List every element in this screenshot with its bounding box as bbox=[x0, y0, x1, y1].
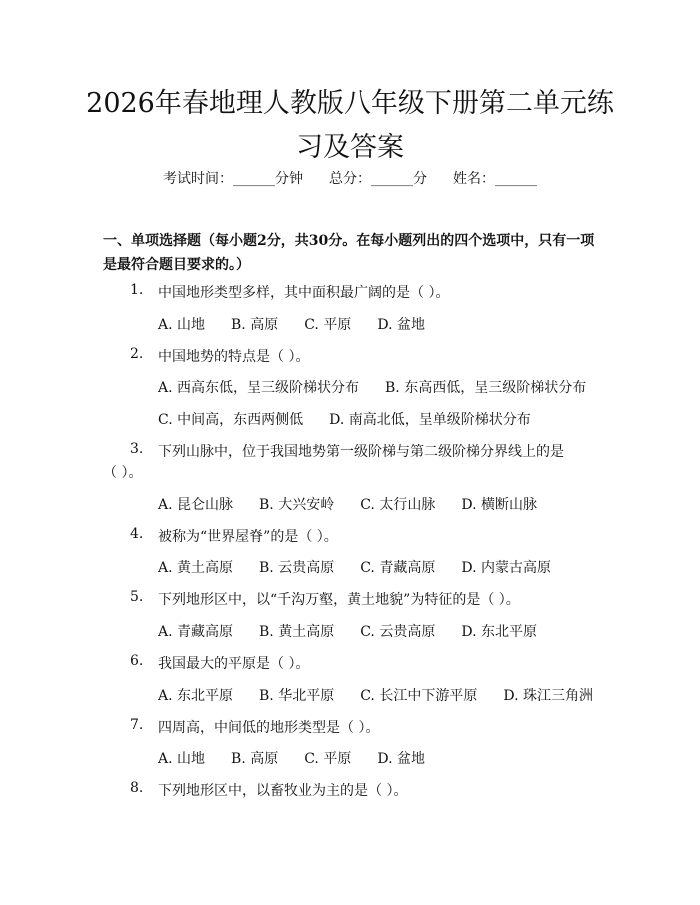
option-a: A. 青藏高原 bbox=[158, 624, 234, 640]
option-c: C. 长江中下游平原 bbox=[360, 688, 478, 704]
section-heading-single-choice: 一、单项选择题（每小题2分，共30分。在每小题列出的四个选项中，只有一项是最符合题目要求的。） bbox=[103, 233, 595, 273]
question-options bbox=[158, 685, 619, 705]
question-text: 我国最大的平原是（ ）。 bbox=[158, 656, 310, 672]
exam-time-field: 考试时间：______分钟 bbox=[163, 171, 303, 187]
question-options bbox=[158, 377, 612, 397]
question-text: 下列山脉中，位于我国地势第一级阶梯与第二级阶梯分界线上的是 bbox=[158, 444, 564, 460]
option-d: D. 盆地 bbox=[377, 751, 425, 767]
option-d: D. 内蒙古高原 bbox=[461, 560, 551, 576]
option-b: B. 高原 bbox=[231, 317, 279, 333]
question-text-continued: （ ）。 bbox=[103, 465, 143, 481]
option-c: C. 平原 bbox=[304, 751, 352, 767]
option-d: D. 南高北低，呈单级阶梯状分布 bbox=[329, 412, 531, 428]
option-b: B. 高原 bbox=[231, 751, 279, 767]
question-options bbox=[158, 748, 451, 768]
question-text: 中国地形类型多样，其中面积最广阔的是（ ）。 bbox=[158, 285, 450, 301]
question-text: 四周高，中间低的地形类型是（ ）。 bbox=[158, 720, 380, 736]
question-number: 8. bbox=[130, 780, 144, 796]
option-b: B. 云贵高原 bbox=[259, 560, 335, 576]
question-options bbox=[158, 314, 451, 334]
option-b: B. 黄土高原 bbox=[259, 624, 335, 640]
exam-info-line bbox=[0, 168, 700, 188]
total-score-field: 总分：______分 bbox=[329, 171, 427, 187]
option-a: A. 山地 bbox=[158, 317, 206, 333]
option-b: B. 大兴安岭 bbox=[259, 497, 335, 513]
option-d: D. 横断山脉 bbox=[461, 497, 537, 513]
question-options bbox=[158, 557, 577, 577]
question-options bbox=[158, 409, 557, 429]
option-a: A. 昆仑山脉 bbox=[158, 497, 234, 513]
option-a: A. 黄土高原 bbox=[158, 560, 234, 576]
question-number: 6. bbox=[130, 653, 144, 669]
question-number: 2. bbox=[130, 346, 144, 362]
title-line-1: 2026年春地理人教版八年级下册第二单元练 bbox=[86, 88, 614, 119]
option-c: C. 太行山脉 bbox=[360, 497, 436, 513]
question-number: 7. bbox=[130, 717, 144, 733]
question-text: 被称为“世界屋脊”的是（ ）。 bbox=[158, 529, 338, 545]
option-d: D. 珠江三角洲 bbox=[503, 688, 593, 704]
question-number: 4. bbox=[130, 526, 144, 542]
document-title bbox=[60, 82, 640, 170]
option-b: B. 东高西低，呈三级阶梯状分布 bbox=[385, 380, 587, 396]
question-options bbox=[158, 494, 563, 514]
question-text: 下列地形区中，以畜牧业为主的是（ ）。 bbox=[158, 783, 408, 799]
option-d: D. 盆地 bbox=[377, 317, 425, 333]
question-text: 下列地形区中，以“千沟万壑，黄土地貌”为特征的是（ ）。 bbox=[158, 592, 520, 608]
option-c: C. 青藏高原 bbox=[360, 560, 436, 576]
option-d: D. 东北平原 bbox=[461, 624, 537, 640]
option-b: B. 华北平原 bbox=[259, 688, 335, 704]
option-c: C. 云贵高原 bbox=[360, 624, 436, 640]
question-number: 5. bbox=[130, 589, 144, 605]
question-options bbox=[158, 621, 563, 641]
question-text: 中国地势的特点是（ ）。 bbox=[158, 349, 310, 365]
option-a: A. 西高东低，呈三级阶梯状分布 bbox=[158, 380, 360, 396]
option-c: C. 中间高，东西两侧低 bbox=[158, 412, 304, 428]
question-number: 1. bbox=[130, 282, 144, 298]
student-name-field: 姓名：______ bbox=[453, 171, 537, 187]
question-number: 3. bbox=[130, 441, 144, 457]
option-a: A. 东北平原 bbox=[158, 688, 234, 704]
option-a: A. 山地 bbox=[158, 751, 206, 767]
title-line-2: 习及答案 bbox=[296, 132, 404, 163]
option-c: C. 平原 bbox=[304, 317, 352, 333]
